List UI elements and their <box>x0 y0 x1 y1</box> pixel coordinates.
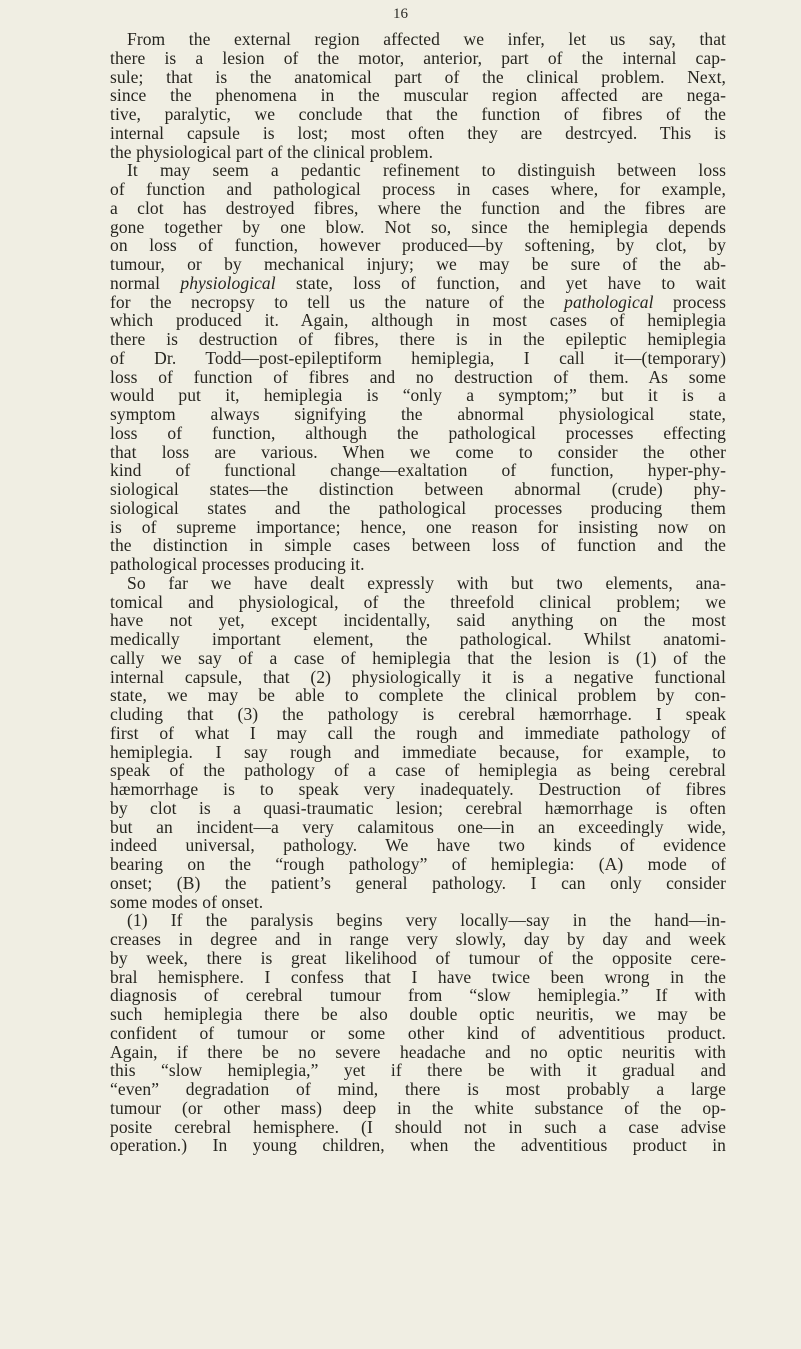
text-line: is of supreme importance; hence, one reason for insisting now on <box>110 516 726 537</box>
text-line: loss of function of fibres and no destruction of them. As some <box>110 366 726 387</box>
text-line: the distinction in simple cases between loss of function and the <box>110 535 726 556</box>
text-line: of Dr. Todd—post-epileptiform hemiplegia, I call it—(temporary) <box>110 347 726 368</box>
text-line: So far we have dealt expressly with but two elements, ana- <box>127 572 726 593</box>
text-line: first of what I may call the rough and immediate pathology of <box>110 722 726 743</box>
text-line: of function and pathological process in cases where, for example, <box>110 179 726 199</box>
text-line: sule; that is the anatomical part of the clinical problem. Next, <box>110 66 726 87</box>
text-line: normal physiological state, loss of function, and yet have to wait <box>110 272 726 293</box>
italic-emphasis: physiological <box>180 272 276 293</box>
text-line: which produced it. Again, although in most cases of hemiplegia <box>110 310 726 331</box>
text-line: tive, paralytic, we conclude that the function of fibres of the <box>110 104 726 124</box>
text-line: tomical and physiological, of the threefold clinical problem; we <box>110 591 726 612</box>
text-line: kind of functional change—exaltation of function, hyper-phy- <box>110 460 726 481</box>
text-line: by clot is a quasi-traumatic lesion; cerebral hæmorrhage is often <box>110 797 726 818</box>
text-line: some modes of onset. <box>110 891 264 912</box>
text-line: there is a lesion of the motor, anterior, part of the internal cap- <box>110 47 726 68</box>
text-line: cluding that (3) the pathology is cerebral hæmorrhage. I speak <box>110 704 726 724</box>
text-line: a clot has destroyed fibres, where the function and the fibres are <box>110 197 726 218</box>
text-line: the physiological part of the clinical problem. <box>110 141 434 162</box>
text-line: have not yet, except incidentally, said anything on the most <box>110 610 726 631</box>
text-line: on loss of function, however produced—by softening, by clot, by <box>110 235 726 256</box>
text-line: medically important element, the pathological. Whilst anatomi- <box>110 629 726 649</box>
text-line: diagnosis of cerebral tumour from “slow hemiplegia.” If with <box>110 985 726 1006</box>
text-line: loss of function, although the pathological processes effecting <box>110 422 726 443</box>
text-line: but an incident—a very calamitous one—in an exceedingly wide, <box>110 816 726 837</box>
text-line: Again, if there be no severe headache and no optic neuritis with <box>110 1041 726 1062</box>
text-line: siological states—the distinction between abnormal (crude) phy- <box>110 479 726 499</box>
text-line: since the phenomena in the muscular region affected are nega- <box>110 85 726 106</box>
text-line: speak of the pathology of a case of hemiplegia as being cerebral <box>110 760 726 781</box>
text-line: siological states and the pathological processes producing them <box>110 497 726 518</box>
text-line: creases in degree and in range very slowly, day by day and week <box>110 929 726 949</box>
text-line: indeed universal, pathology. We have two kinds of evidence <box>110 835 726 856</box>
text-line: pathological processes producing it. <box>110 554 365 574</box>
page-number: 16 <box>393 6 408 22</box>
text-line: It may seem a pedantic refinement to distinguish between loss <box>127 160 726 181</box>
text-line: internal capsule, that (2) physiologically it is a negative functional <box>110 666 726 687</box>
text-line: confident of tumour or some other kind of adventitious product. <box>110 1022 726 1043</box>
text-line: hemiplegia. I say rough and immediate because, for example, to <box>110 741 726 762</box>
text-line: bral hemisphere. I confess that I have twice been wrong in the <box>110 966 726 987</box>
text-line: state, we may be able to complete the clinical problem by con- <box>110 685 726 706</box>
text-line: internal capsule is lost; most often they are destrcyed. This is <box>110 122 726 143</box>
text-line: hæmorrhage is to speak very inadequately. Destruction of fibres <box>110 779 726 799</box>
text-line: tumour (or other mass) deep in the white substance of the op- <box>110 1097 726 1118</box>
text-line: posite cerebral hemisphere. (I should not in such a case advise <box>110 1116 726 1137</box>
text-line: operation.) In young children, when the adventitious product in <box>110 1135 726 1156</box>
text-line: (1) If the paralysis begins very locally—say in the hand—in- <box>127 910 726 931</box>
text-line: tumour, or by mechanical injury; we may be sure of the ab- <box>110 254 726 274</box>
text-line: cally we say of a case of hemiplegia that the lesion is (1) of the <box>110 647 726 668</box>
body-text <box>110 30 726 1155</box>
italic-emphasis: pathological <box>564 291 654 312</box>
text-line: symptom always signifying the abnormal physiological state, <box>110 404 726 424</box>
text-line: such hemiplegia there be also double optic neuritis, we may be <box>110 1004 726 1024</box>
text-line: onset; (B) the patient’s general pathology. I can only consider <box>110 872 726 893</box>
text-line: bearing on the “rough pathology” of hemiplegia: (A) mode of <box>110 854 726 874</box>
text-line: “even” degradation of mind, there is most probably a large <box>110 1079 726 1099</box>
text-line: this “slow hemiplegia,” yet if there be with it gradual and <box>110 1060 726 1081</box>
text-line: would put it, hemiplegia is “only a symptom;” but it is a <box>110 385 726 406</box>
text-line: for the necropsy to tell us the nature of the pathological process <box>110 291 726 312</box>
text-line: gone together by one blow. Not so, since the hemiplegia depends <box>110 216 726 237</box>
text-line: that loss are various. When we come to consider the other <box>110 441 726 462</box>
text-line: by week, there is great likelihood of tumour of the opposite cere- <box>110 947 726 968</box>
text-line: there is destruction of fibres, there is in the epileptic hemiplegia <box>110 329 726 349</box>
text-line: From the external region affected we infer, let us say, that <box>127 29 726 49</box>
